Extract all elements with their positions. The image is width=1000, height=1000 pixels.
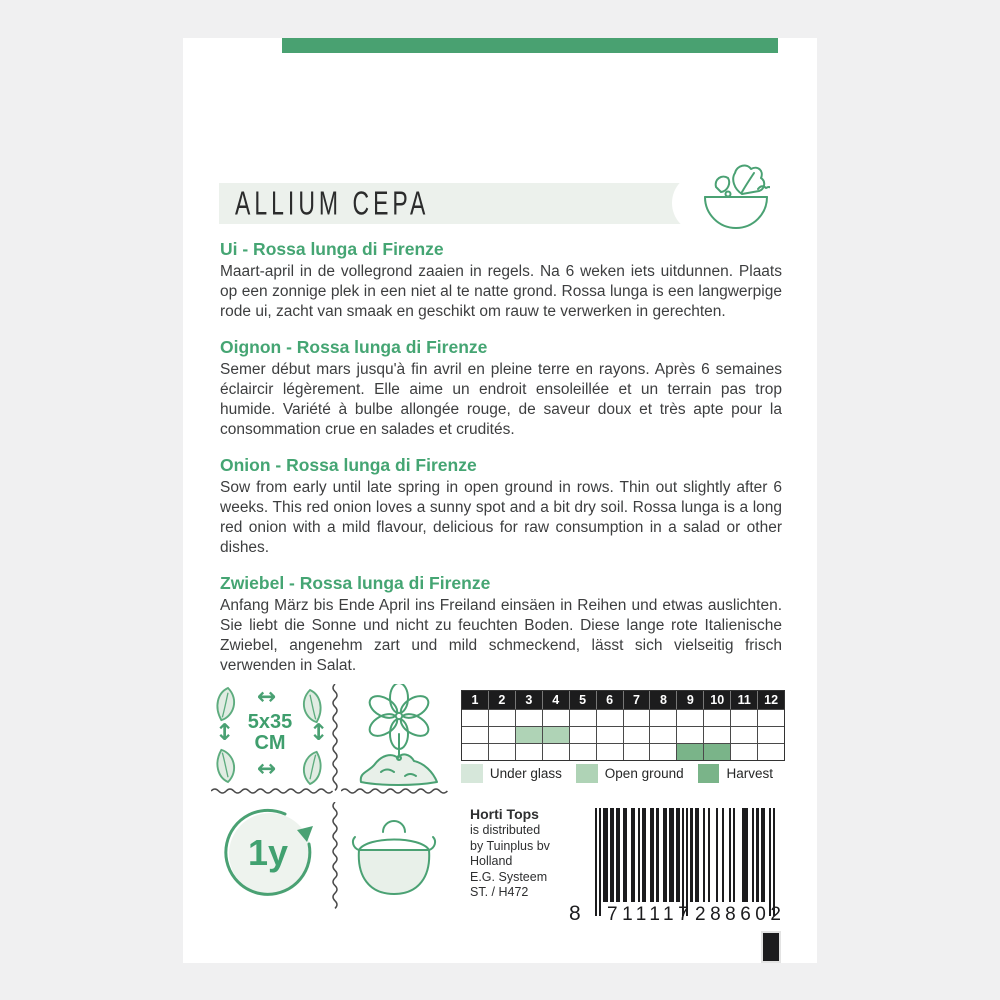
calendar-cell <box>757 709 784 726</box>
calendar-cell <box>462 726 488 743</box>
calendar-cell <box>488 709 515 726</box>
calendar-cell <box>623 709 650 726</box>
seed-packet-back <box>183 38 817 963</box>
calendar-cell <box>757 743 784 760</box>
calendar-cell <box>649 709 676 726</box>
calendar-cell <box>703 709 730 726</box>
variety-title-en: Onion - Rossa lunga di Firenze <box>220 455 477 475</box>
spacing-unit: CM <box>254 732 286 754</box>
viability-years-label: 1y <box>247 832 289 873</box>
distributor-line: is distributed <box>470 823 541 837</box>
legend-swatch <box>576 764 598 783</box>
calendar-cell <box>676 726 703 743</box>
calendar-month-label: 3 <box>515 691 542 709</box>
spacing-dimensions: 5x35 <box>247 711 293 733</box>
calendar-cell <box>623 726 650 743</box>
calendar-month-label: 9 <box>676 691 703 709</box>
calendar-cell <box>542 726 569 743</box>
distributor-line: by Tuinplus bv <box>470 838 550 853</box>
plant-spacing-icon <box>211 686 329 786</box>
description-text-fr: Semer début mars jusqu'à fin avril en pleine terre en rayons. Après 6 semaines éclaircir légèrement. Elle aime un endroit ensoleillée et un terrain pas trop humide. Variété à bulbe allongée rouge, de saveur doux et très apte pour la consommation crue en salades et crudités. <box>220 361 782 438</box>
calendar-month-label: 4 <box>542 691 569 709</box>
calendar-month-label: 5 <box>569 691 596 709</box>
vertical-arrow-icon: ↕ <box>309 720 329 746</box>
legend-swatch <box>461 764 483 783</box>
calendar-cell <box>515 726 542 743</box>
seedling-flower-icon <box>345 684 453 793</box>
calendar-row-open-ground <box>462 726 784 743</box>
description-text-nl: Maart-april in de vollegrond zaaien in regels. Na 6 weken iets uitdunnen. Plaats op een zonnige plek in een niet al te natte grond. Rossa lunga is een langwerpige rode ui, zacht van smaak en geschikt om rauw te verwerken in gerechten. <box>220 263 782 320</box>
legend-swatch <box>698 764 720 783</box>
calendar-cell <box>515 709 542 726</box>
ean-barcode <box>569 806 786 944</box>
calendar-month-label: 10 <box>703 691 730 709</box>
description-section-en <box>220 454 782 558</box>
calendar-month-label: 6 <box>596 691 623 709</box>
calendar-cell <box>569 709 596 726</box>
species-title: ALLIUM CEPA <box>235 183 430 222</box>
calendar-cell <box>703 743 730 760</box>
vertical-wavy-divider-bottom <box>331 802 339 912</box>
barcode-bars <box>595 808 775 916</box>
calendar-month-label: 2 <box>488 691 515 709</box>
species-title-band <box>219 183 706 224</box>
descriptions <box>220 238 782 690</box>
barcode-right-group: 288602 <box>695 904 786 925</box>
description-section-fr <box>220 336 782 440</box>
calendar-cell <box>649 726 676 743</box>
horizontal-arrow-icon: ↔ <box>257 756 277 782</box>
calendar-row-under-glass <box>462 709 784 726</box>
calendar-cell <box>676 709 703 726</box>
calendar-cell <box>703 726 730 743</box>
calendar-month-header <box>462 691 784 709</box>
calendar-cell <box>569 743 596 760</box>
calendar-cell <box>569 726 596 743</box>
calendar-month-label: 11 <box>730 691 757 709</box>
calendar-cell <box>462 709 488 726</box>
calendar-month-label: 7 <box>623 691 650 709</box>
calendar-cell <box>488 743 515 760</box>
description-section-de <box>220 572 782 676</box>
sowing-calendar <box>461 690 785 761</box>
leaf-icon <box>293 748 327 791</box>
calendar-cell <box>730 726 757 743</box>
legend-label: Open ground <box>604 766 684 781</box>
barcode-left-group: 711117 <box>607 904 694 925</box>
calendar-cell <box>623 743 650 760</box>
legend-label: Under glass <box>489 766 562 781</box>
calendar-cell <box>515 743 542 760</box>
vertical-arrow-icon: ↕ <box>215 720 235 746</box>
calendar-month-label: 1 <box>462 691 488 709</box>
calendar-month-label: 8 <box>649 691 676 709</box>
print-registration-mark <box>763 933 779 961</box>
calendar-cell <box>542 743 569 760</box>
distributor-name: Horti Tops <box>470 806 539 822</box>
calendar-row-harvest <box>462 743 784 760</box>
distributor-line: ST. / H472 <box>470 885 529 899</box>
variety-title-nl: Ui - Rossa lunga di Firenze <box>220 239 444 259</box>
top-green-bar <box>282 38 778 53</box>
calendar-month-label: 12 <box>757 691 784 709</box>
variety-title-fr: Oignon - Rossa lunga di Firenze <box>220 337 488 357</box>
calendar-cell <box>676 743 703 760</box>
legend-label: Harvest <box>726 766 773 781</box>
description-text-de: Anfang März bis Ende April ins Freiland einsäen in Reihen und etwas auslichten. Sie liebt die Sonne und nicht zu feuchten Boden. Diese lange rote Italienische Zwiebel, angenehm zart und mild schmeckend, lässt sich vielseitig frisch verwenden in Salat. <box>220 597 782 674</box>
calendar-cell <box>730 709 757 726</box>
distributor-line: E.G. Systeem <box>470 869 548 884</box>
seed-viability-icon <box>223 806 317 900</box>
distributor-info <box>470 806 580 901</box>
calendar-cell <box>757 726 784 743</box>
calendar-legend <box>461 764 787 783</box>
calendar-cell <box>542 709 569 726</box>
cooking-pot-icon <box>347 810 441 909</box>
variety-title-de: Zwiebel - Rossa lunga di Firenze <box>220 573 491 593</box>
calendar-cell <box>596 743 623 760</box>
barcode-first-digit: 8 <box>569 902 581 925</box>
description-text-en: Sow from early until late spring in open ground in rows. Thin out slightly after 6 weeks. This red onion loves a sunny spot and a bit dry soil. Rossa lunga is a long red onion with a mild flavour, delicious for raw consumption in a salad or other dishes. <box>220 479 782 556</box>
calendar-cell <box>596 709 623 726</box>
calendar-cell <box>596 726 623 743</box>
description-section-nl <box>220 238 782 322</box>
calendar-cell <box>488 726 515 743</box>
barcode-module <box>773 808 775 916</box>
calendar-cell <box>730 743 757 760</box>
spacing-value <box>211 712 329 754</box>
distributor-line: Holland <box>470 854 513 868</box>
calendar-cell <box>462 743 488 760</box>
vertical-wavy-divider-top <box>331 684 339 792</box>
horizontal-arrow-icon: ↔ <box>257 684 277 710</box>
salad-bowl-icon <box>702 161 770 238</box>
calendar-cell <box>649 743 676 760</box>
